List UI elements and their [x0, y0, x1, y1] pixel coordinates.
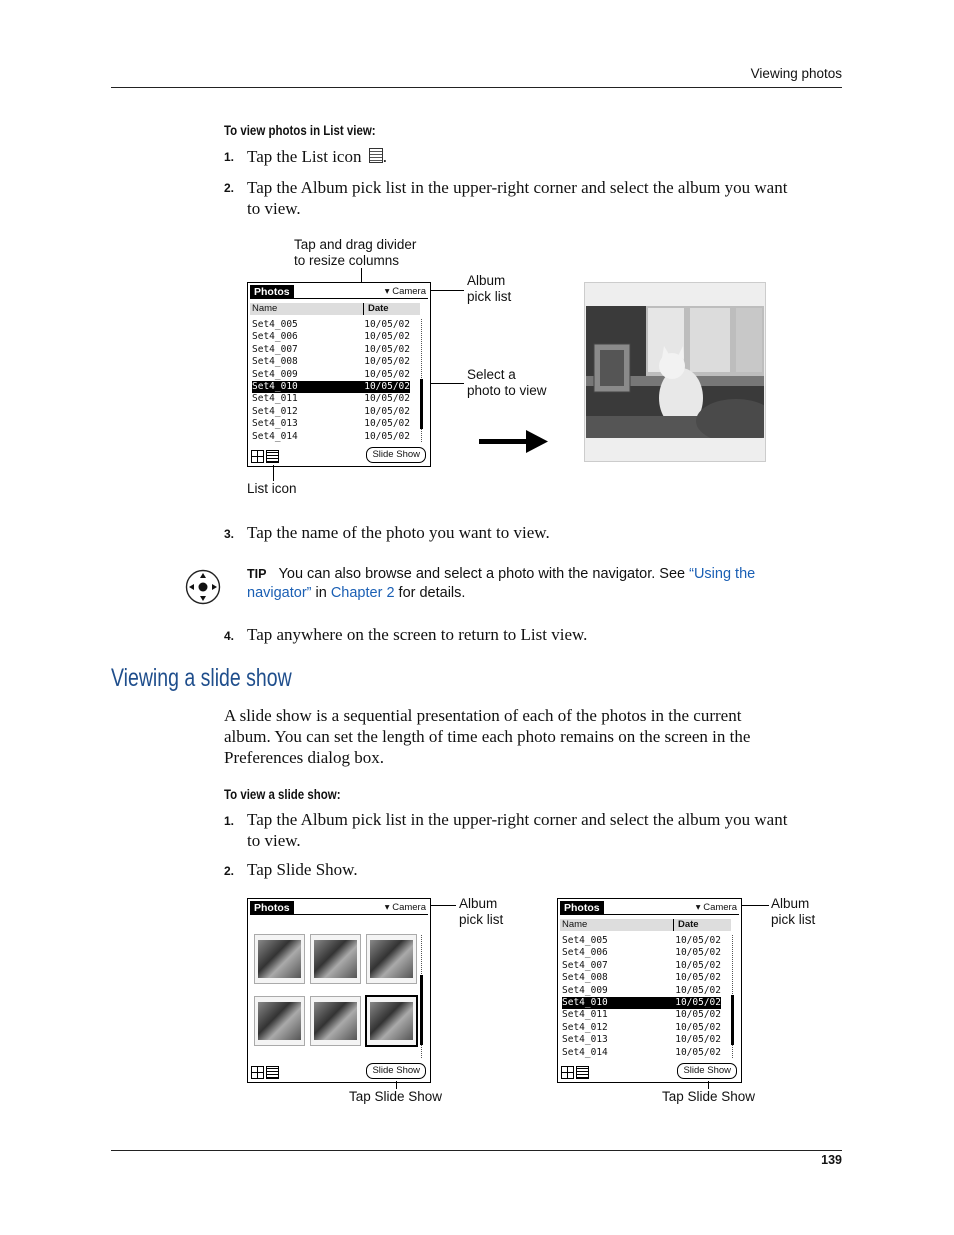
- photo-row-selected[interactable]: [252, 381, 410, 393]
- photo-row[interactable]: [252, 369, 410, 381]
- scroll-thumb[interactable]: [731, 995, 734, 1045]
- col-date[interactable]: Date: [678, 919, 699, 930]
- photo-thumbnail[interactable]: [310, 934, 361, 984]
- list-icon-callout: List icon: [247, 481, 297, 496]
- photo-name: Set4_011: [252, 393, 298, 405]
- list-view-icon[interactable]: [576, 1066, 589, 1079]
- photo-name: Set4_008: [252, 356, 298, 368]
- slide-show-callout: Tap Slide Show: [662, 1089, 756, 1104]
- photo-name: Set4_005: [562, 935, 608, 946]
- step-3-text: Tap the name of the photo you want to view.: [247, 523, 550, 542]
- photo-thumbnail[interactable]: [254, 996, 305, 1046]
- thumbnail-image: [314, 940, 357, 978]
- using-navigator-link-cont[interactable]: navigator”: [247, 585, 312, 601]
- palm-list-screen-2: [557, 898, 742, 1083]
- paragraph-line: Preferences dialog box.: [224, 748, 385, 767]
- album-callout: [467, 273, 511, 304]
- section-paragraph: [224, 705, 750, 768]
- photo-row[interactable]: [252, 356, 410, 368]
- photo-date: 10/05/02: [675, 1046, 721, 1058]
- photo-date: 10/05/02: [675, 997, 721, 1008]
- scroll-thumb[interactable]: [420, 379, 423, 429]
- ss-step-1-line1: Tap the Album pick list in the upper-right corner and select the album you want: [247, 810, 788, 829]
- photo-row[interactable]: [562, 985, 721, 997]
- select-callout: [467, 367, 547, 398]
- col-date[interactable]: Date: [368, 303, 389, 314]
- palm-list-screen: [247, 282, 431, 467]
- photo-name: Set4_007: [562, 959, 608, 971]
- list-view-icon[interactable]: [266, 450, 279, 463]
- callout-line: pick list: [459, 911, 504, 927]
- photo-thumbnail[interactable]: [310, 996, 361, 1046]
- step-number: 1.: [224, 150, 235, 164]
- photo-row[interactable]: [252, 431, 410, 443]
- photo-name: Set4_012: [562, 1021, 608, 1033]
- column-header: [560, 919, 731, 931]
- photo-name: Set4_009: [562, 984, 608, 996]
- slide-show-leader: [708, 1081, 709, 1089]
- photo-date: 10/05/02: [364, 368, 410, 380]
- page-number: 139: [821, 1153, 842, 1167]
- callout-line: pick list: [771, 911, 816, 927]
- step-number: 3.: [224, 527, 235, 541]
- photo-date: 10/05/02: [675, 935, 721, 946]
- view-toggle: [561, 1066, 591, 1079]
- step-2-line2: to view.: [247, 199, 301, 218]
- callout-line: Album: [771, 896, 810, 911]
- tip-text-part: in: [311, 585, 331, 601]
- callout-line: to resize columns: [294, 252, 400, 268]
- callout-line: Tap and drag divider: [294, 237, 417, 252]
- step-number: 2.: [224, 181, 235, 195]
- footer-rule: [111, 1150, 842, 1151]
- photo-row[interactable]: [562, 935, 721, 947]
- photo-date: 10/05/02: [675, 959, 721, 971]
- cat-photo-image: [586, 306, 764, 438]
- step-4-text: Tap anywhere on the screen to return to List view.: [247, 625, 588, 644]
- photo-name: Set4_014: [252, 430, 298, 442]
- step-1-suffix: .: [382, 147, 387, 166]
- step-1-text: Tap the List icon: [247, 147, 362, 166]
- list-view-icon[interactable]: [266, 1066, 279, 1079]
- callout-line: Select a: [467, 367, 516, 382]
- photo-row[interactable]: [252, 344, 410, 356]
- callout-line: Album: [459, 896, 498, 911]
- photo-name: Set4_013: [252, 418, 298, 430]
- photo-name: Set4_010: [252, 381, 298, 392]
- tip-label: TIP: [247, 567, 267, 581]
- tip-text: [247, 565, 847, 603]
- photo-row[interactable]: [252, 406, 410, 418]
- photo-name: Set4_014: [562, 1046, 608, 1058]
- palm-thumbnail-screen: [247, 898, 431, 1083]
- slide-show-leader: [396, 1081, 397, 1089]
- running-header: Viewing photos: [750, 66, 842, 81]
- column-divider[interactable]: [673, 919, 674, 931]
- right-arrow-icon: [479, 428, 549, 456]
- view-toggle: [251, 1066, 281, 1079]
- album-name: Camera: [703, 902, 737, 913]
- callout-line: photo to view: [467, 382, 547, 398]
- paragraph-line: album. You can set the length of time each photo remains on the screen in the: [224, 727, 751, 746]
- using-navigator-link[interactable]: “Using the: [689, 566, 756, 582]
- thumbnail-image: [314, 1002, 357, 1040]
- photo-row[interactable]: [252, 331, 410, 343]
- chapter-2-link[interactable]: Chapter 2: [330, 585, 395, 601]
- photo-date: 10/05/02: [364, 418, 410, 430]
- photo-date: 10/05/02: [364, 356, 410, 368]
- photo-name: Set4_010: [562, 997, 608, 1008]
- list-view-heading: To view photos in List view:: [224, 122, 376, 138]
- slide-show-heading: To view a slide show:: [224, 786, 341, 802]
- photo-date: 10/05/02: [364, 319, 410, 330]
- photo-name: Set4_013: [562, 1034, 608, 1046]
- album-picker[interactable]: ▾ Camera: [695, 902, 737, 913]
- album-callout: [459, 896, 503, 927]
- divider-callout: [294, 237, 416, 268]
- photo-date: 10/05/02: [364, 393, 410, 405]
- thumbnail-image: [370, 1002, 413, 1040]
- photo-date: 10/05/02: [675, 1021, 721, 1033]
- thumbnail-image: [370, 940, 413, 978]
- step-number: 4.: [224, 629, 235, 643]
- photo-thumbnail[interactable]: [254, 934, 305, 984]
- step-2-line1: Tap the Album pick list in the upper-right corner and select the album you want: [247, 178, 788, 197]
- scrollbar[interactable]: [421, 319, 427, 442]
- photo-name: Set4_011: [562, 1009, 608, 1021]
- photo-name: Set4_008: [562, 972, 608, 984]
- thumbnail-view-icon[interactable]: [561, 1066, 574, 1079]
- photo-row[interactable]: [252, 319, 410, 331]
- col-name[interactable]: Name: [562, 919, 588, 930]
- tip-text-part: You can also browse and select a photo with the navigator. See: [278, 566, 690, 582]
- thumbnail-image: [258, 940, 301, 978]
- photo-date: 10/05/02: [364, 430, 410, 442]
- column-header: [250, 303, 420, 315]
- photo-preview: [584, 282, 766, 462]
- photo-date: 10/05/02: [675, 1034, 721, 1046]
- ss-step-1-line2: to view.: [247, 831, 301, 850]
- scrollbar[interactable]: [732, 935, 738, 1058]
- tip-text-part: for details.: [394, 585, 466, 601]
- photo-name: Set4_006: [252, 331, 298, 343]
- photo-row[interactable]: [562, 1009, 721, 1021]
- album-leader: [741, 905, 769, 906]
- photo-row[interactable]: [562, 1034, 721, 1046]
- slide-show-button[interactable]: Slide Show: [366, 1063, 426, 1079]
- callout-line: pick list: [467, 288, 512, 304]
- step-number: 1.: [224, 814, 235, 828]
- app-title: Photos: [250, 901, 294, 915]
- photo-date: 10/05/02: [364, 331, 410, 343]
- view-toggle: [251, 450, 281, 463]
- ss-step-2-text: Tap Slide Show.: [247, 860, 358, 879]
- callout-line: Album: [467, 273, 506, 288]
- photo-thumbnail-selected[interactable]: [365, 995, 418, 1047]
- thumbnail-view-icon[interactable]: [251, 450, 264, 463]
- list-view-icon: [369, 148, 383, 163]
- thumbnail-image: [258, 1002, 301, 1040]
- photo-name: Set4_009: [252, 368, 298, 380]
- step-number: 2.: [224, 864, 235, 878]
- photo-date: 10/05/02: [675, 972, 721, 984]
- slide-show-callout: Tap Slide Show: [349, 1089, 443, 1104]
- scrollbar[interactable]: [421, 935, 427, 1058]
- photo-name: Set4_012: [252, 405, 298, 417]
- photo-name: Set4_007: [252, 343, 298, 355]
- section-title: Viewing a slide show: [111, 664, 292, 692]
- app-title: Photos: [250, 285, 294, 299]
- list-icon-leader: [273, 465, 274, 481]
- photo-row[interactable]: [562, 1022, 721, 1034]
- album-leader: [430, 905, 456, 906]
- scroll-thumb[interactable]: [420, 975, 423, 1045]
- photo-date: 10/05/02: [364, 405, 410, 417]
- photo-date: 10/05/02: [364, 381, 410, 392]
- photo-name: Set4_006: [562, 947, 608, 959]
- photo-date: 10/05/02: [675, 947, 721, 959]
- photo-row[interactable]: [562, 947, 721, 959]
- photo-row-selected[interactable]: [562, 997, 721, 1009]
- photo-row[interactable]: [562, 1047, 721, 1059]
- thumbnail-view-icon[interactable]: [251, 1066, 264, 1079]
- album-name: Camera: [392, 902, 426, 913]
- slide-show-button[interactable]: Slide Show: [677, 1063, 737, 1079]
- slide-show-button[interactable]: Slide Show: [366, 447, 426, 463]
- column-divider[interactable]: [363, 303, 364, 315]
- photo-date: 10/05/02: [675, 984, 721, 996]
- photo-row[interactable]: [252, 393, 410, 405]
- navigator-icon: [185, 569, 221, 605]
- col-name[interactable]: Name: [252, 303, 278, 314]
- app-title: Photos: [560, 901, 604, 915]
- photo-row[interactable]: [252, 418, 410, 430]
- album-picker[interactable]: ▾ Camera: [384, 902, 426, 913]
- photo-thumbnail[interactable]: [366, 934, 417, 984]
- album-picker[interactable]: ▾ Camera: [384, 286, 426, 297]
- photo-row[interactable]: [562, 960, 721, 972]
- album-leader: [430, 290, 464, 291]
- album-callout: [771, 896, 815, 927]
- photo-row[interactable]: [562, 972, 721, 984]
- photo-date: 10/05/02: [364, 343, 410, 355]
- album-name: Camera: [392, 286, 426, 297]
- paragraph-line: A slide show is a sequential presentation of each of the photos in the current: [224, 706, 742, 725]
- step-text: [247, 146, 387, 167]
- photo-name: Set4_005: [252, 319, 298, 330]
- photo-date: 10/05/02: [675, 1009, 721, 1021]
- header-rule: [111, 87, 842, 88]
